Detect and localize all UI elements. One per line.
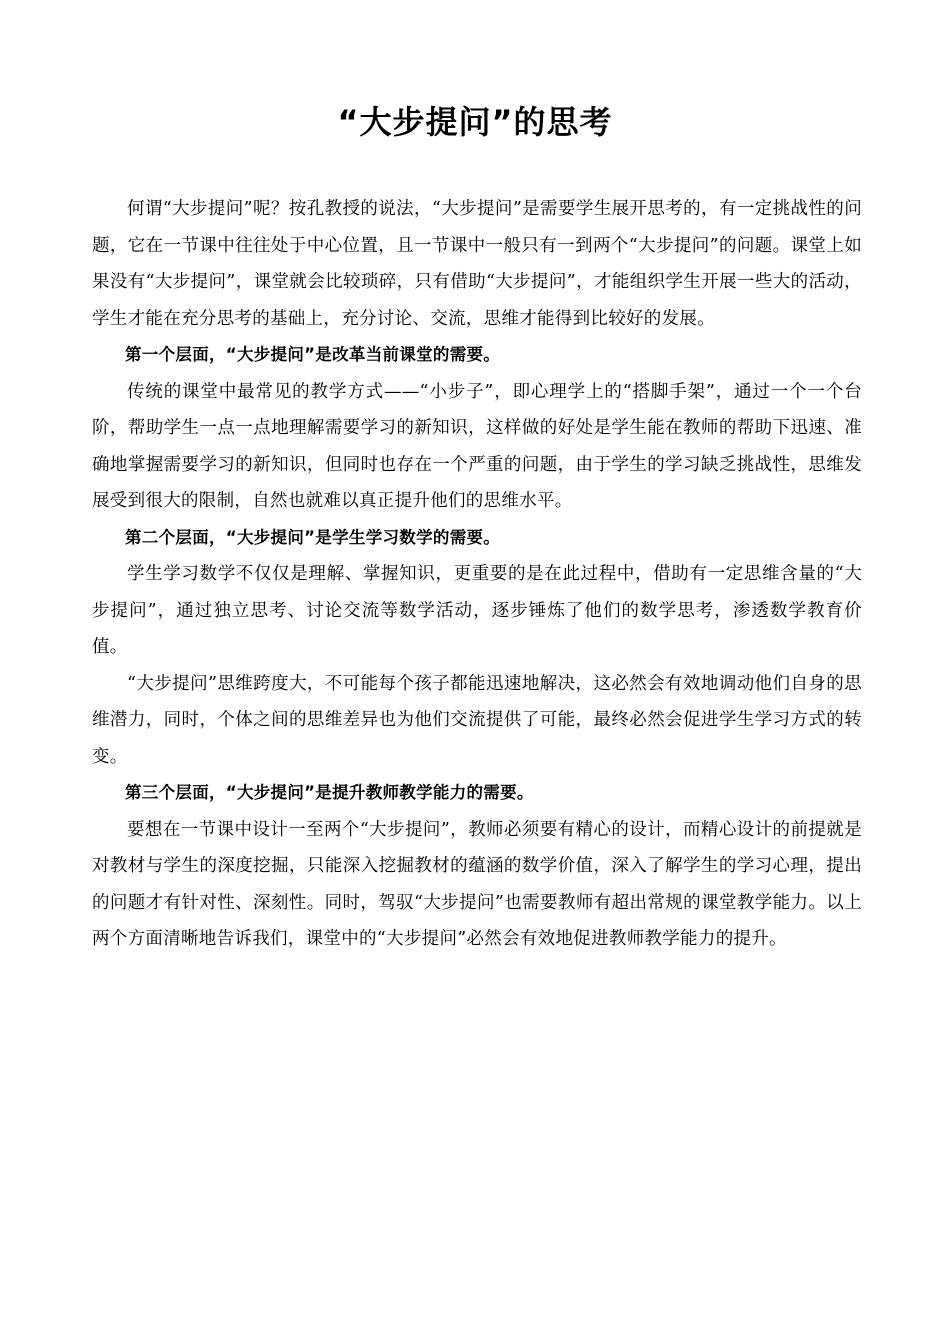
paragraph-section-2a: 学生学习数学不仅仅是理解、掌握知识，更重要的是在此过程中，借助有一定思维含量的“大步提问”，通过独立思考、讨论交流等数学活动，逐步锤炼了他们的数学思考，渗透数学教育价值。	[92, 564, 862, 657]
paragraph-section-2b: “大步提问”思维跨度大，不可能每个孩子都能迅速地解决，这必然会有效地调动他们自身的思维潜力，同时，个体之间的思维差异也为他们交流提供了可能，最终必然会促进学生学习方式的转变。	[92, 673, 862, 767]
document-body	[92, 191, 862, 958]
paragraph-intro: 何谓“大步提问”呢？按孔教授的说法，“大步提问”是需要学生展开思考的，有一定挑战性的问题，它在一节课中往往处于中心位置，且一节课中一般只有一到两个“大步提问”的问题。课堂上如果没有“大步提问”，课堂就会比较琐碎，只有借助“大步提问”，才能组织学生开展一些大的活动，学生才能在充分思考的基础上，充分讨论、交流，思维才能得到比较好的发展。	[92, 199, 862, 329]
paragraph-section-3: 要想在一节课中设计一至两个“大步提问”，教师必须要有精心的设计，而精心设计的前提就是对教材与学生的深度挖掘，只能深入挖掘教材的蕴涵的数学价值，深入了解学生的学习心理，提出的问题才有针对性、深刻性。同时，驾驭“大步提问”也需要教师有超出常规的课堂教学能力。以上两个方面清晰地告诉我们，课堂中的“大步提问”必然会有效地促进教师教学能力的提升。	[92, 819, 862, 949]
document-title: “大步提问”的思考	[337, 103, 613, 141]
paragraph-section-1: 传统的课堂中最常见的教学方式——“小步子”，即心理学上的“搭脚手架”，通过一个一个台阶，帮助学生一点一点地理解需要学习的新知识，这样做的好处是学生能在教师的帮助下迅速、准确地掌握需要学习的新知识，但同时也存在一个严重的问题，由于学生的学习缺乏挑战性，思维发展受到很大的限制，自然也就难以真正提升他们的思维水平。	[92, 381, 862, 511]
section-heading-2: 第二个层面，“大步提问”是学生学习数学的需要。	[125, 527, 501, 547]
section-heading-1: 第一个层面，“大步提问”是改革当前课堂的需要。	[125, 345, 501, 364]
section-heading-3: 第三个层面，“大步提问”是提升教师教学能力的需要。	[125, 783, 534, 802]
